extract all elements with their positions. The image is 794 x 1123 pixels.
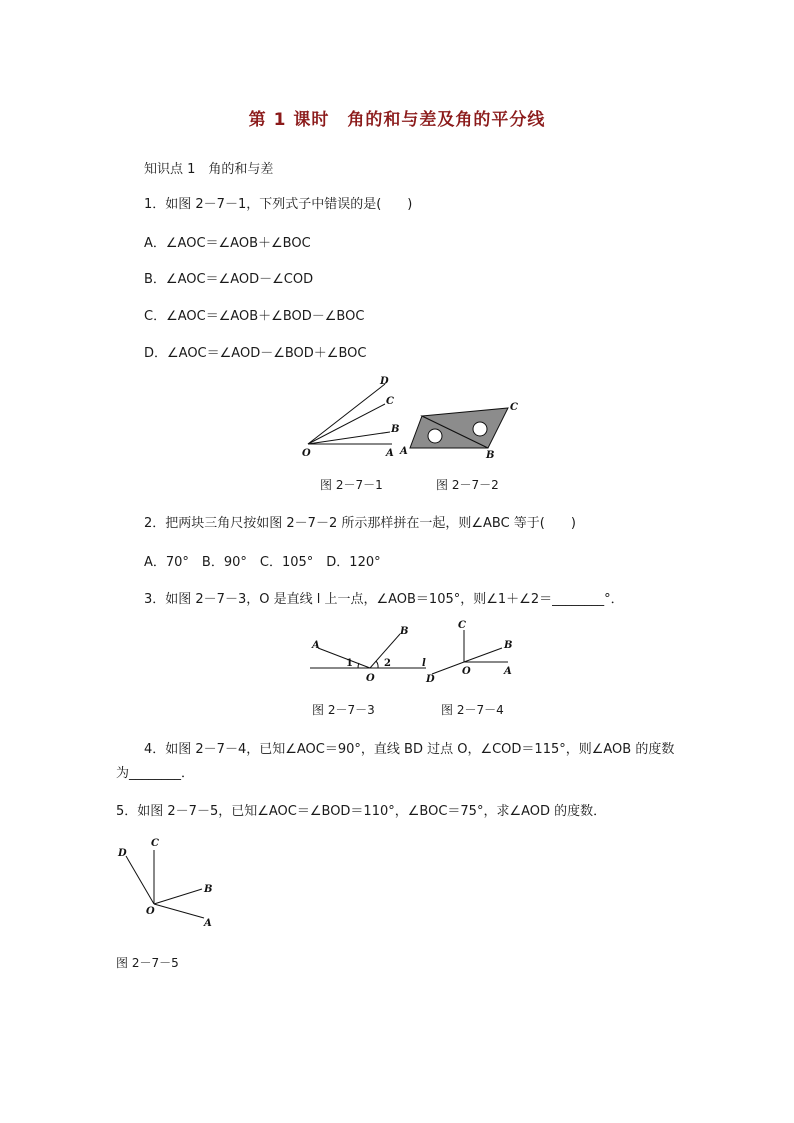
label-d: D — [380, 376, 389, 387]
question-1-option-a: A．∠AOC＝∠AOB＋∠BOC — [144, 236, 311, 251]
label-b: B — [486, 450, 495, 461]
figure-2-7-1 — [300, 372, 410, 462]
label-a: A — [400, 446, 408, 457]
ray-ob — [464, 648, 502, 662]
label-o: O — [462, 666, 471, 677]
lesson-title: 第 1 课时 角的和与差及角的平分线 — [248, 110, 546, 130]
figure-2-7-2 — [398, 398, 528, 460]
label-angle-2: 2 — [384, 658, 391, 669]
label-d: D — [118, 848, 127, 859]
label-b: B — [204, 884, 213, 895]
question-4-line-1: 4．如图 2－7－4，已知∠AOC＝90°，直线 BD 过点 O，∠COD＝115°，则∠AOB 的度数 — [144, 742, 675, 757]
label-a: A — [386, 448, 394, 459]
label-b: B — [391, 424, 400, 435]
ruler-hole-1 — [428, 429, 442, 443]
section-heading: 知识点 1 角的和与差 — [144, 162, 274, 177]
question-2-options: A．70° B．90° C．105° D．120° — [144, 555, 381, 570]
ray-ob — [154, 889, 202, 904]
label-c: C — [510, 402, 518, 413]
angle-2-arc — [376, 661, 378, 668]
label-angle-1: 1 — [346, 658, 353, 669]
label-b: B — [504, 640, 513, 651]
ray-od — [308, 384, 385, 444]
label-l: l — [422, 658, 426, 669]
label-o: O — [302, 448, 311, 459]
question-1-stem: 1．如图 2－7－1，下列式子中错误的是( ) — [144, 197, 413, 212]
label-c: C — [151, 838, 159, 849]
figure-2-7-4 — [424, 618, 524, 690]
question-1-option-c: C．∠AOC＝∠AOB＋∠BOD－∠BOC — [144, 309, 365, 324]
question-1-option-b: B．∠AOC＝∠AOD－∠COD — [144, 272, 314, 287]
figure-2-7-3-caption: 图 2－7－3 — [312, 703, 375, 717]
question-4-line-2: 为________． — [116, 766, 195, 781]
label-d: D — [426, 674, 435, 685]
figure-2-7-2-caption: 图 2－7－2 — [436, 478, 499, 492]
figure-2-7-3 — [308, 624, 438, 686]
question-5-stem: 5．如图 2－7－5，已知∠AOC＝∠BOD＝110°，∠BOC＝75°，求∠AOD 的度数． — [116, 804, 607, 819]
figure-2-7-1-caption: 图 2－7－1 — [320, 478, 383, 492]
question-3-stem: 3．如图 2－7－3，O 是直线 l 上一点，∠AOB＝105°，则∠1＋∠2＝________°． — [144, 592, 624, 607]
ray-od — [432, 662, 464, 674]
label-a: A — [312, 640, 320, 651]
label-c: C — [386, 396, 394, 407]
label-o: O — [146, 906, 155, 917]
label-c: C — [458, 620, 466, 631]
label-a: A — [204, 918, 212, 929]
ray-oa — [154, 904, 204, 918]
label-a: A — [504, 666, 512, 677]
question-1-option-d: D．∠AOC＝∠AOD－∠BOD＋∠BOC — [144, 346, 367, 361]
ruler-hole-2 — [473, 422, 487, 436]
figure-2-7-5-caption: 图 2－7－5 — [116, 956, 179, 970]
label-b: B — [400, 626, 409, 637]
figure-2-7-5 — [112, 836, 222, 936]
question-2-stem: 2．把两块三角尺按如图 2－7－2 所示那样拼在一起，则∠ABC 等于( ) — [144, 516, 576, 531]
label-o: O — [366, 673, 375, 684]
figure-2-7-4-caption: 图 2－7－4 — [441, 703, 504, 717]
ray-oa — [318, 648, 370, 668]
ray-od — [126, 856, 154, 904]
